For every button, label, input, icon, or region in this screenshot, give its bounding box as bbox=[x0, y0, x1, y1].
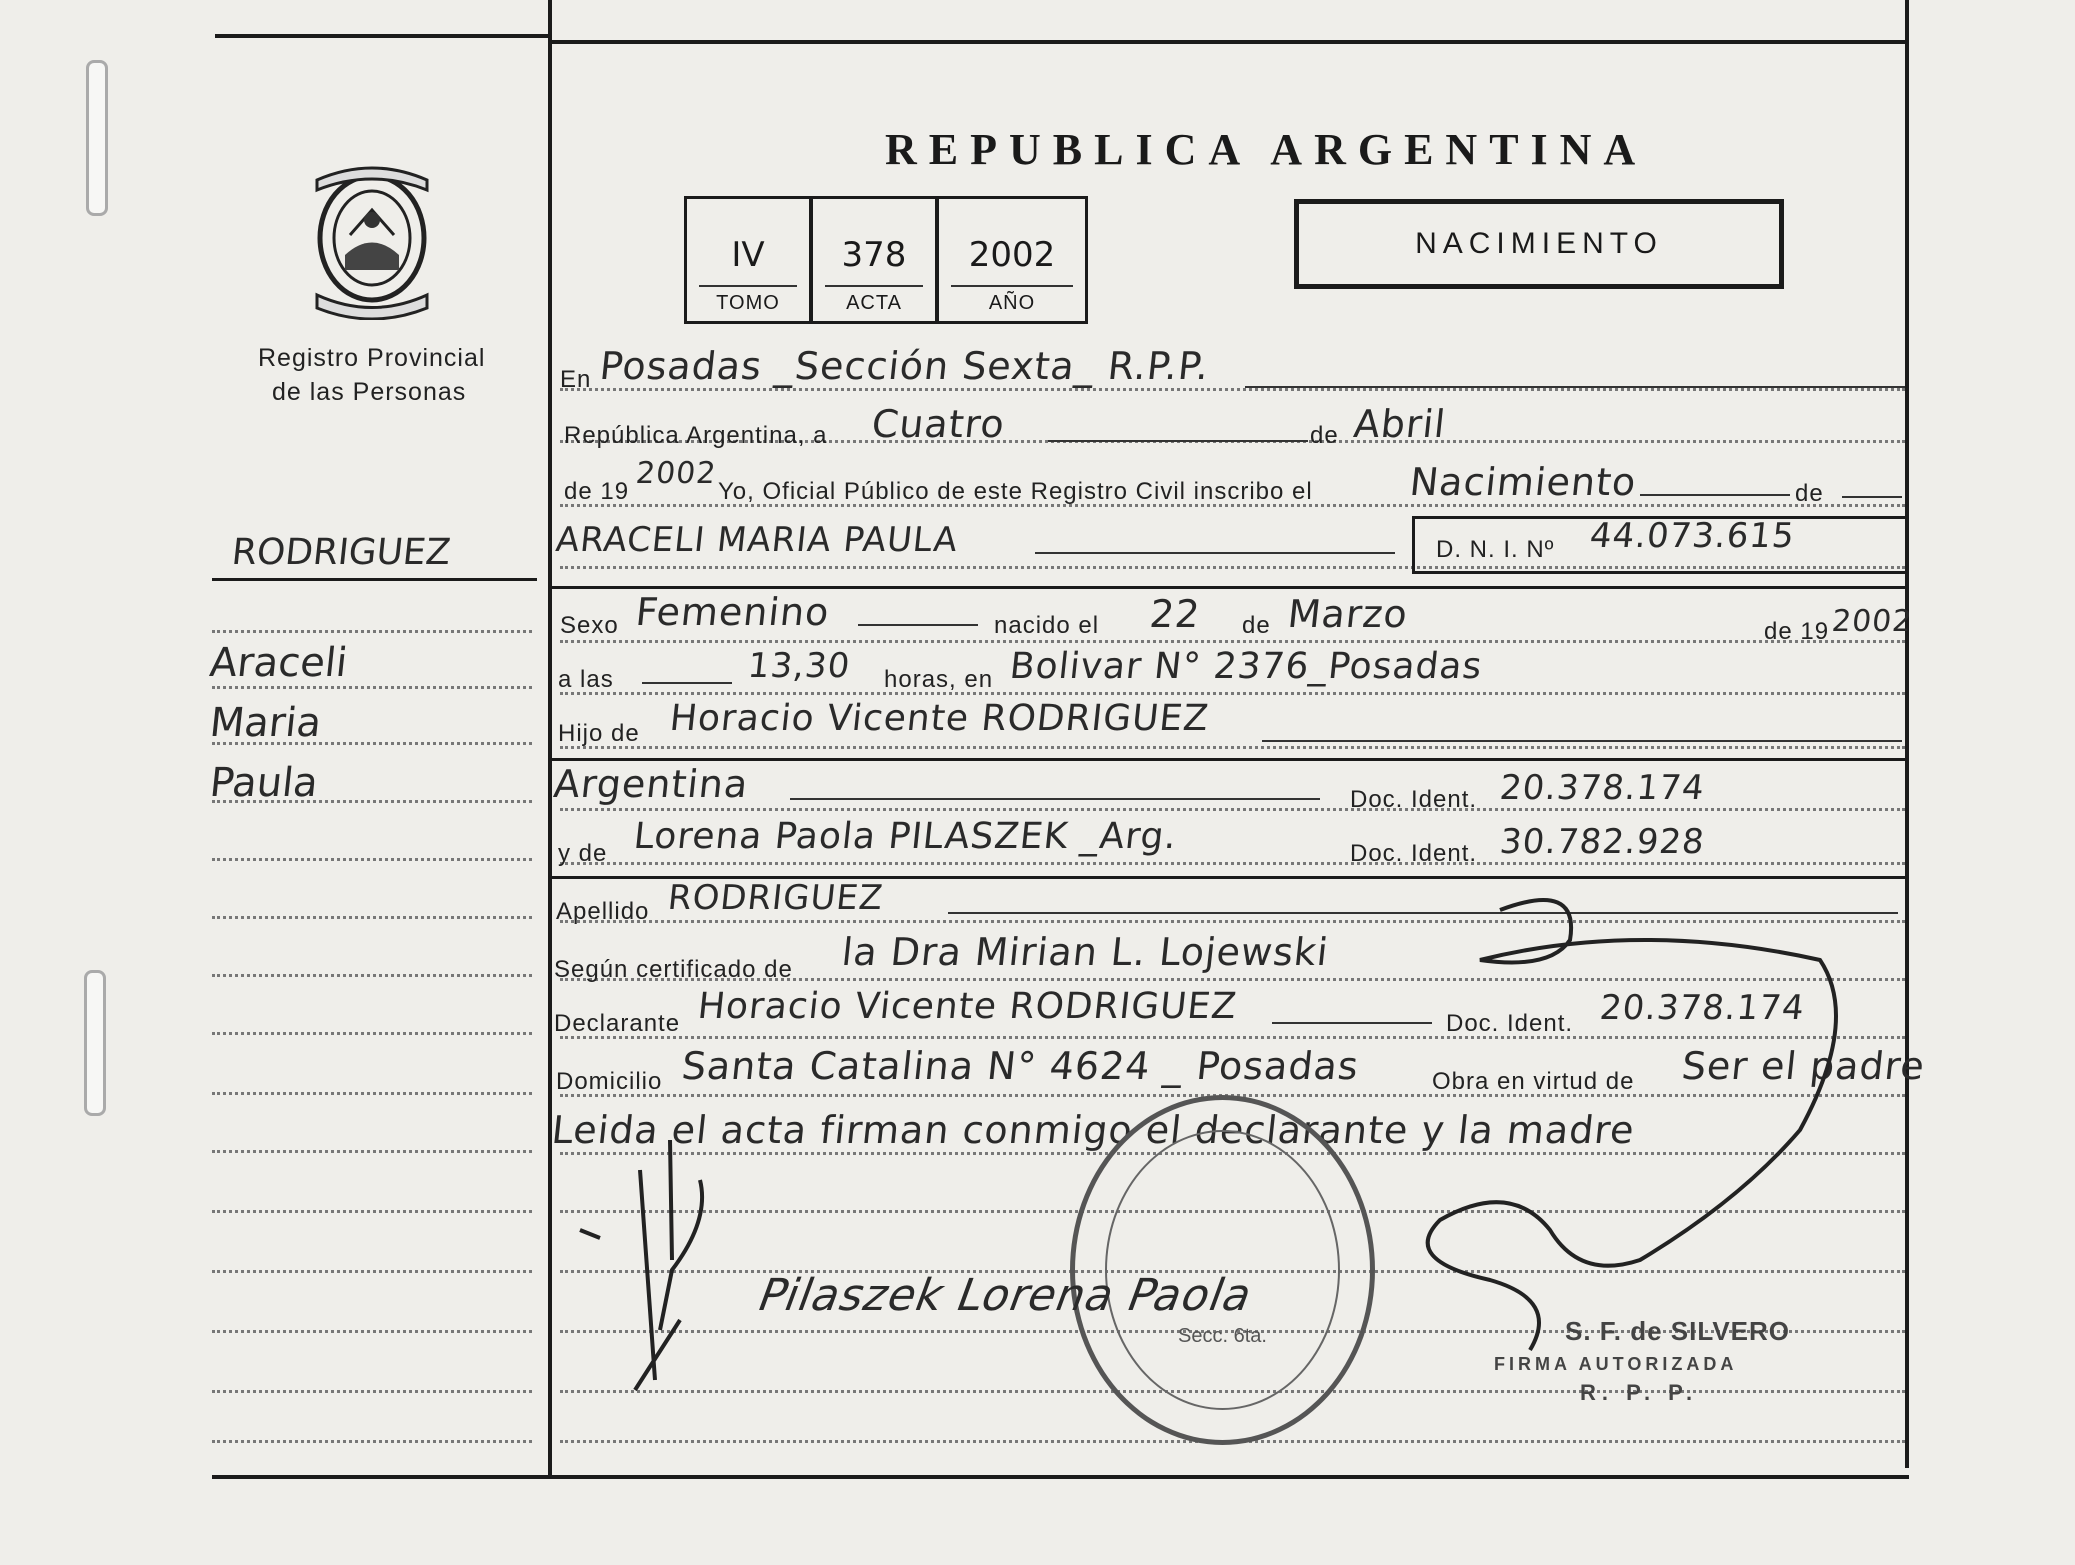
label-doc-ident-declarante: Doc. Ident. bbox=[1446, 1010, 1574, 1037]
value-lugar-nac: Bolivar N° 2376_Posadas bbox=[1007, 646, 1485, 687]
binding-stitch-bottom bbox=[84, 970, 106, 1116]
label-yo-oficial: Yo, Oficial Público de este Registro Civil inscribo el bbox=[718, 478, 1313, 505]
fill-line bbox=[858, 624, 978, 626]
fill-line bbox=[1640, 494, 1790, 496]
value-padre-nac: Argentina bbox=[551, 762, 751, 806]
margin-given-name-2: Maria bbox=[207, 700, 324, 746]
tomo-value: IV bbox=[731, 235, 765, 275]
form-rule bbox=[560, 692, 1905, 695]
value-acto: Nacimiento bbox=[1407, 460, 1639, 504]
fill-line bbox=[1245, 386, 1905, 388]
frame-left-column bbox=[548, 0, 552, 1475]
label-segun: Según certificado de bbox=[554, 956, 793, 983]
fill-line bbox=[1048, 440, 1308, 442]
form-rule bbox=[560, 640, 1905, 643]
frame-bottom bbox=[212, 1475, 1909, 1479]
margin-rule bbox=[212, 1032, 532, 1035]
margin-rule bbox=[212, 800, 532, 803]
margin-rule bbox=[212, 916, 532, 919]
margin-rule bbox=[212, 1330, 532, 1333]
section-rule-2 bbox=[552, 758, 1905, 761]
label-sexo: Sexo bbox=[560, 612, 619, 639]
value-padre-doc: 20.378.174 bbox=[1497, 768, 1707, 808]
value-madre-doc: 30.782.928 bbox=[1497, 822, 1707, 862]
acta-value: 378 bbox=[841, 235, 907, 275]
label-obra: Obra en virtud de bbox=[1432, 1068, 1635, 1095]
value-padre: Horacio Vicente RODRIGUEZ bbox=[667, 698, 1212, 739]
value-anio: 2002 bbox=[634, 456, 719, 491]
margin-surname: RODRIGUEZ bbox=[229, 532, 453, 573]
top-divider-right bbox=[550, 40, 1905, 44]
margin-rule bbox=[212, 630, 532, 633]
anio-underline bbox=[951, 285, 1073, 287]
label-domicilio: Domicilio bbox=[556, 1068, 663, 1095]
label-y-de: y de bbox=[558, 840, 608, 867]
margin-rule bbox=[212, 742, 532, 745]
tomo-underline bbox=[699, 285, 797, 287]
label-de-nac-mes: de bbox=[1242, 612, 1271, 639]
anio-box bbox=[936, 196, 1088, 324]
margin-rule bbox=[212, 1150, 532, 1153]
official-name: S. F. de SILVERO bbox=[1565, 1316, 1791, 1346]
top-divider-left bbox=[215, 34, 550, 38]
registry-name-line1: Registro Provincial bbox=[258, 344, 486, 372]
margin-rule bbox=[212, 1270, 532, 1273]
label-doc-ident-padre: Doc. Ident. bbox=[1350, 786, 1478, 813]
form-rule bbox=[560, 808, 1905, 811]
margin-rule bbox=[212, 686, 532, 689]
margin-rule bbox=[212, 858, 532, 861]
value-certificado: la Dra Mirian L. Lojewski bbox=[839, 930, 1331, 974]
form-rule bbox=[560, 388, 1905, 391]
value-obra: Ser el padre bbox=[1679, 1044, 1928, 1088]
stamp-text: Secc. 6ta. bbox=[1178, 1325, 1267, 1347]
margin-rule bbox=[212, 1092, 532, 1095]
label-a-las: a las bbox=[558, 666, 614, 693]
value-madre: Lorena Paola PILASZEK _Arg. bbox=[631, 816, 1180, 857]
certificate-type-box: NACIMIENTO bbox=[1294, 199, 1784, 289]
fill-line bbox=[1035, 552, 1395, 554]
value-cierre: Leida el acta firman conmigo el declarante y la madre bbox=[549, 1108, 1637, 1152]
tomo-label: TOMO bbox=[716, 292, 780, 314]
value-apellido: RODRIGUEZ bbox=[665, 878, 886, 918]
label-de-mes: de bbox=[1310, 422, 1339, 449]
value-declarante-doc: 20.378.174 bbox=[1597, 988, 1807, 1028]
label-horas-en: horas, en bbox=[884, 666, 994, 693]
value-mes: Abril bbox=[1351, 402, 1449, 446]
margin-rule bbox=[212, 1390, 532, 1393]
value-domicilio: Santa Catalina N° 4624 _ Posadas bbox=[679, 1044, 1362, 1088]
label-de-anio: de 19 bbox=[564, 478, 630, 505]
fill-line bbox=[790, 798, 1320, 800]
value-dni: 44.073.615 bbox=[1587, 516, 1797, 556]
value-hora: 13,30 bbox=[745, 646, 853, 686]
margin-given-name-1: Araceli bbox=[207, 640, 350, 686]
fill-line bbox=[1262, 740, 1902, 742]
label-dni: D. N. I. Nº bbox=[1436, 536, 1555, 563]
madre-signature: Pilaszek Lorena Paola bbox=[750, 1270, 1262, 1321]
value-nac-dia: 22 bbox=[1147, 592, 1203, 636]
label-doc-ident-madre: Doc. Ident. bbox=[1350, 840, 1478, 867]
acta-underline bbox=[825, 285, 923, 287]
registry-name-line2: de las Personas bbox=[272, 378, 467, 406]
form-rule bbox=[560, 746, 1905, 749]
label-hijo-de: Hijo de bbox=[558, 720, 640, 747]
fill-line bbox=[642, 682, 732, 684]
value-sexo: Femenino bbox=[633, 590, 832, 634]
fill-line bbox=[1842, 496, 1902, 498]
label-republica: República Argentina, a bbox=[564, 422, 828, 449]
margin-rule bbox=[212, 1440, 532, 1443]
frame-right bbox=[1905, 0, 1909, 1468]
acta-box bbox=[810, 196, 938, 324]
label-en: En bbox=[560, 366, 592, 393]
anio-value: 2002 bbox=[968, 235, 1056, 275]
label-declarante: Declarante bbox=[554, 1010, 681, 1037]
label-de-acto: de bbox=[1795, 480, 1824, 507]
declarante-signature-icon bbox=[560, 1120, 760, 1400]
margin-surname-rule bbox=[212, 578, 537, 581]
official-signature-icon bbox=[1380, 880, 1900, 1360]
label-de-nac-anio: de 19 bbox=[1764, 618, 1830, 645]
form-rule bbox=[560, 862, 1905, 865]
margin-given-name-3: Paula bbox=[207, 760, 321, 806]
margin-rule bbox=[212, 974, 532, 977]
coat-of-arms-icon bbox=[305, 160, 440, 320]
registry-seal bbox=[305, 160, 440, 320]
official-role: FIRMA AUTORIZADA bbox=[1494, 1354, 1738, 1374]
acta-label: ACTA bbox=[846, 292, 902, 314]
page-title: REPUBLICA ARGENTINA bbox=[885, 125, 1648, 174]
label-apellido: Apellido bbox=[556, 898, 650, 925]
label-nacido-el: nacido el bbox=[994, 612, 1100, 639]
section-rule-1 bbox=[552, 586, 1905, 589]
value-nac-anio: 2002 bbox=[1830, 604, 1915, 639]
value-declarante: Horacio Vicente RODRIGUEZ bbox=[695, 986, 1240, 1027]
tomo-box bbox=[684, 196, 812, 324]
official-org: R. P. P. bbox=[1580, 1380, 1699, 1405]
binding-stitch-top bbox=[86, 60, 108, 216]
value-nombre: ARACELI MARIA PAULA bbox=[553, 520, 961, 560]
anio-label: AÑO bbox=[988, 292, 1036, 314]
value-nac-mes: Marzo bbox=[1285, 592, 1411, 636]
value-lugar: Posadas _Sección Sexta_ R.P.P. bbox=[597, 344, 1212, 388]
value-dia: Cuatro bbox=[869, 402, 1008, 446]
margin-rule bbox=[212, 1210, 532, 1213]
